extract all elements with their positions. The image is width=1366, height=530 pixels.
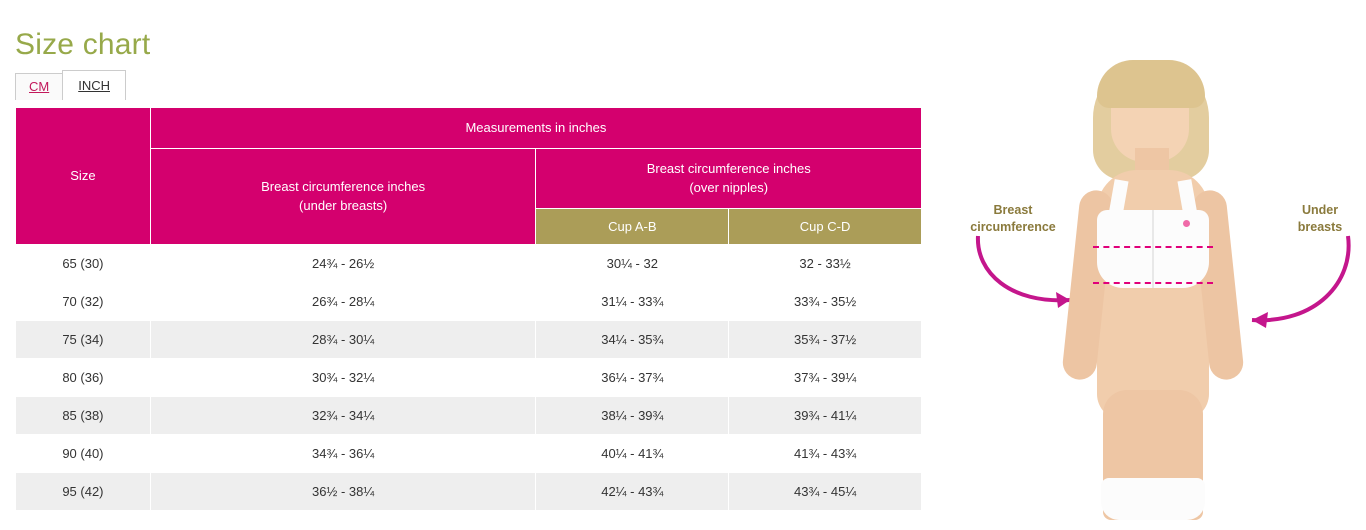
briefs <box>1101 478 1205 520</box>
size-chart-table <box>15 107 922 511</box>
table-header-row-1 <box>16 108 922 149</box>
label-under-breasts <box>1280 202 1360 236</box>
measure-line-breast-circumference <box>1093 246 1213 248</box>
cell-size: 70 (32) <box>16 282 151 320</box>
header-under-breasts-line1: Breast circumference inches <box>261 178 426 194</box>
cell-cup-cd: 37¾ - 39¼ <box>729 358 922 396</box>
header-cup-cd: Cup C-D <box>729 208 922 244</box>
cell-size: 75 (34) <box>16 320 151 358</box>
label-under-breasts-line2: breasts <box>1297 219 1343 234</box>
cell-cup-ab: 38¼ - 39¾ <box>536 396 729 434</box>
bra-seam <box>1152 210 1154 288</box>
header-under-breasts-line2: (under breasts) <box>299 198 388 213</box>
table-row <box>16 434 922 472</box>
cell-size: 90 (40) <box>16 434 151 472</box>
header-cup-ab: Cup A-B <box>536 208 729 244</box>
cell-cup-cd: 41¾ - 43¾ <box>729 434 922 472</box>
cell-cup-cd: 39¾ - 41¼ <box>729 396 922 434</box>
table-row <box>16 358 922 396</box>
table-body <box>16 244 922 510</box>
table-row <box>16 472 922 510</box>
cell-under: 34¾ - 36¼ <box>150 434 536 472</box>
bra-bow-icon <box>1183 220 1190 227</box>
hair-front <box>1097 60 1205 108</box>
cell-cup-ab: 36¼ - 37¾ <box>536 358 729 396</box>
unit-tabs <box>15 70 125 100</box>
table-header-row-2 <box>16 148 922 208</box>
cell-cup-ab: 31¼ - 33¾ <box>536 282 729 320</box>
cell-size: 80 (36) <box>16 358 151 396</box>
header-under-breasts <box>150 148 536 244</box>
cell-under: 32¾ - 34¼ <box>150 396 536 434</box>
label-breast-circumference-line2: circumference <box>970 219 1056 234</box>
header-over-nipples-line1: Breast circumference inches <box>646 160 811 176</box>
label-under-breasts-line1: Under <box>1301 203 1339 217</box>
cell-size: 95 (42) <box>16 472 151 510</box>
cell-size: 65 (30) <box>16 244 151 282</box>
tab-cm[interactable]: CM <box>15 73 63 100</box>
cell-cup-cd: 32 - 33½ <box>729 244 922 282</box>
cell-size: 85 (38) <box>16 396 151 434</box>
tab-inch[interactable]: INCH <box>62 70 126 100</box>
cell-cup-ab: 34¼ - 35¾ <box>536 320 729 358</box>
model-photo <box>1035 60 1265 520</box>
cell-cup-ab: 40¼ - 41¾ <box>536 434 729 472</box>
cell-under: 26¾ - 28¼ <box>150 282 536 320</box>
cell-cup-cd: 35¾ - 37½ <box>729 320 922 358</box>
cell-cup-cd: 33¾ - 35½ <box>729 282 922 320</box>
header-size: Size <box>16 108 151 245</box>
cell-under: 36½ - 38¼ <box>150 472 536 510</box>
measure-line-under-breasts <box>1093 282 1213 284</box>
table-head <box>16 108 922 245</box>
table-row <box>16 320 922 358</box>
table-row <box>16 396 922 434</box>
label-breast-circumference-line1: Breast <box>993 203 1033 217</box>
table-row <box>16 282 922 320</box>
cell-under: 28¾ - 30¼ <box>150 320 536 358</box>
cell-under: 30¾ - 32¼ <box>150 358 536 396</box>
header-over-nipples-line2: (over nipples) <box>689 180 769 195</box>
header-over-nipples <box>536 148 922 208</box>
page-title: Size chart <box>15 28 151 62</box>
cell-cup-cd: 43¾ - 45¼ <box>729 472 922 510</box>
cell-under: 24¾ - 26½ <box>150 244 536 282</box>
table-row <box>16 244 922 282</box>
measurement-illustration <box>940 60 1360 520</box>
cell-cup-ab: 30¼ - 32 <box>536 244 729 282</box>
cell-cup-ab: 42¼ - 43¾ <box>536 472 729 510</box>
header-measurements: Measurements in inches <box>150 108 921 149</box>
